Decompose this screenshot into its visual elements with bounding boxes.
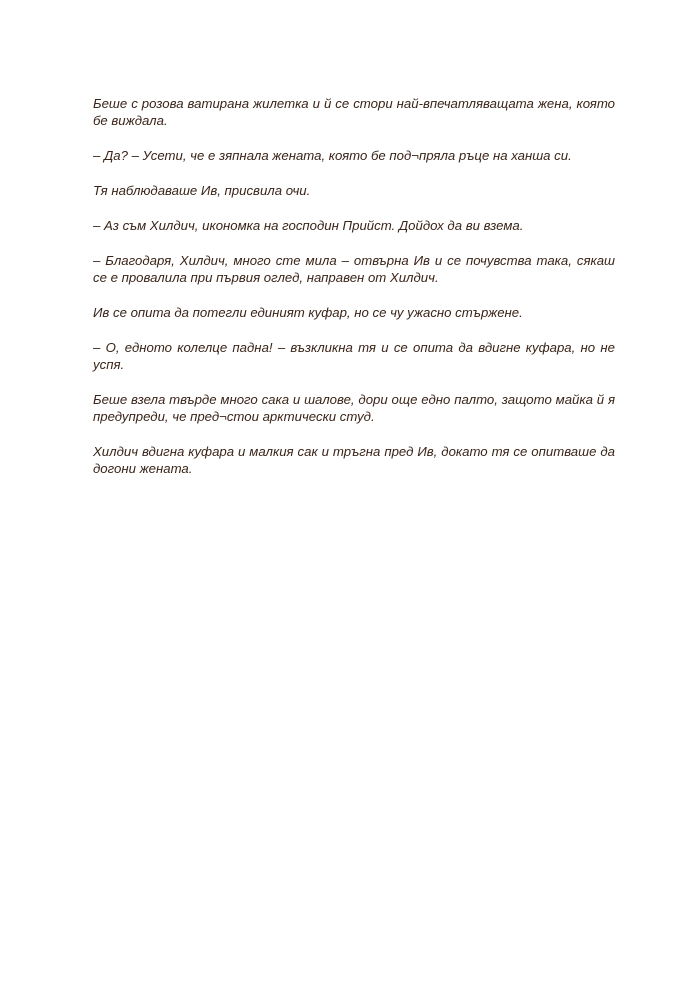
paragraph: Хилдич вдигна куфара и малкия сак и тръгна пред Ив, докато тя се опитваше да догони жената.: [93, 444, 615, 476]
paragraph: – О, едното колелце падна! – възкликна тя и се опита да вдигне куфара, но не успя.: [93, 340, 615, 372]
paragraph: Беше взела твърде много сака и шалове, дори още едно палто, защото майка й я предупреди, че пред¬стои арктически студ.: [93, 392, 615, 424]
paragraph: Тя наблюдаваше Ив, присвила очи.: [93, 183, 311, 198]
paragraph: – Благодаря, Хилдич, много сте мила – отвърна Ив и се почувства така, сякаш се е провалила при първия оглед, направен от Хилдич.: [93, 253, 615, 285]
paragraph: – Да? – Усети, че е зяпнала жената, която бе под¬пряла ръце на ханша си.: [93, 148, 572, 163]
paragraph: – Аз съм Хилдич, икономка на господин Прийст. Дойдох да ви взема.: [93, 218, 524, 233]
paragraph: Ив се опита да потегли единият куфар, но се чу ужасно стържене.: [93, 305, 523, 320]
paragraph: Беше с розова ватирана жилетка и й се стори най-впечатляващата жена, която бе виждала.: [93, 96, 615, 128]
body-text: [93, 95, 615, 495]
